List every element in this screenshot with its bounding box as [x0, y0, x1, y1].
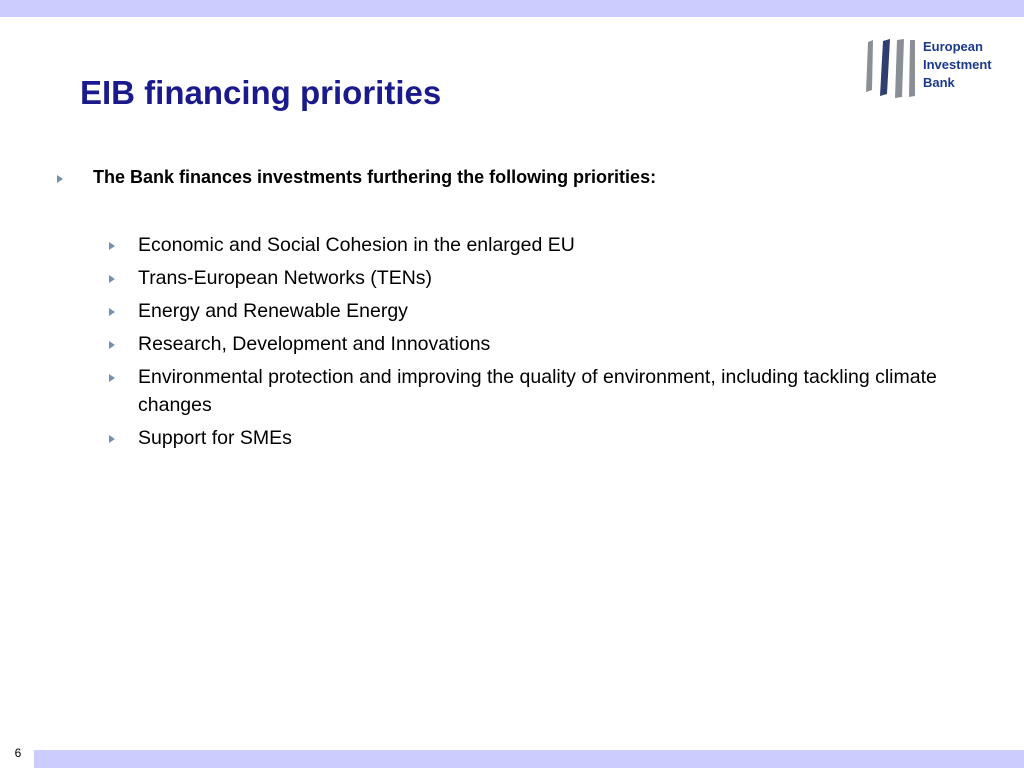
arrow-bullet-icon	[107, 241, 117, 251]
arrow-bullet-icon	[107, 434, 117, 444]
arrow-bullet-icon	[107, 307, 117, 317]
eib-logo	[864, 36, 1014, 100]
bottom-band	[34, 750, 1024, 768]
logo-text	[923, 38, 992, 92]
priority-item	[138, 264, 938, 292]
top-band	[0, 0, 1024, 17]
logo-line: Bank	[923, 75, 955, 90]
intro-text: The Bank finances investments furthering the following priorities:	[93, 167, 657, 187]
logo-line: European	[923, 39, 983, 54]
logo-line: Investment	[923, 57, 992, 72]
priority-item	[138, 330, 938, 358]
priority-text: Trans-European Networks (TENs)	[138, 267, 433, 289]
arrow-bullet-icon	[55, 174, 65, 184]
priority-text: Research, Development and Innovations	[138, 333, 491, 355]
priority-text: Support for SMEs	[138, 427, 292, 449]
priority-item	[138, 363, 938, 419]
arrow-bullet-icon	[107, 274, 117, 284]
eib-logo-icon	[864, 36, 922, 100]
priority-text: Environmental protection and improving the quality of environment, including tackling climate changes	[138, 366, 937, 416]
page-number: 6	[14, 746, 22, 760]
priority-item	[138, 231, 938, 259]
arrow-bullet-icon	[107, 373, 117, 383]
page-title: EIB financing priorities	[80, 74, 442, 111]
arrow-bullet-icon	[107, 340, 117, 350]
priority-item	[138, 297, 938, 325]
priority-text: Energy and Renewable Energy	[138, 300, 408, 322]
priority-item	[138, 424, 938, 452]
priority-list	[138, 231, 938, 457]
priority-text: Economic and Social Cohesion in the enlarged EU	[138, 234, 575, 256]
